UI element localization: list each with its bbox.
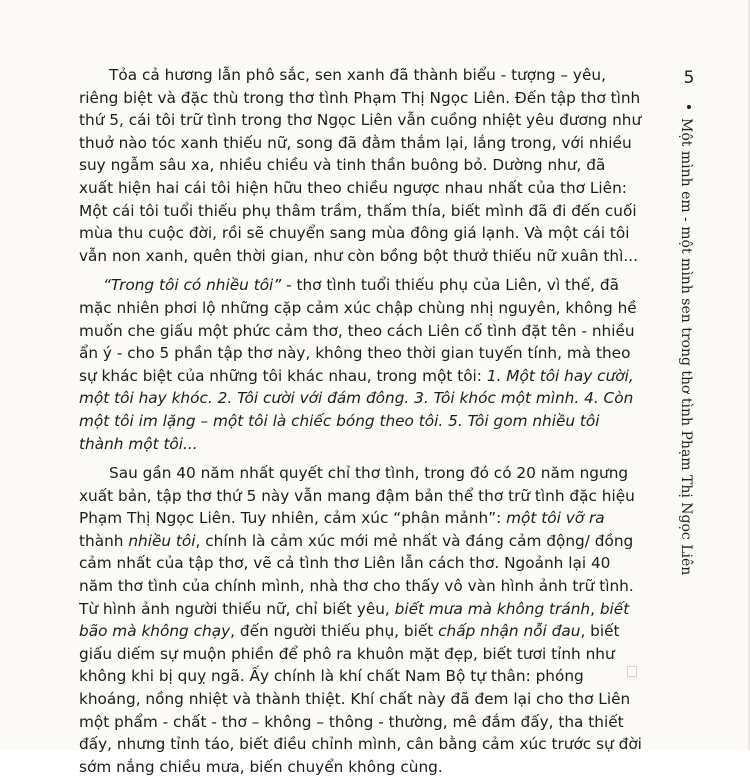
paragraph-3-part-6: , biết giấu diếm sự muộn phiền để phô ra khuôn mặt đẹp, biết tươi tỉnh như không khi bị quỵ ngã. Ấy chính là khí chất Nam Bộ tự thân: phóng khoáng, nồng nhiệt và thành thiệt. Khí chất này đã đem lại cho thơ Liên một phẩm - chất - thơ – không – thông - thường, mê đắm đấy, tha thiết đấy, nhưng tỉnh táo, biết điều chỉnh mình, cân bằng cảm xúc trước sự đời sớm nắng chiều mưa, biến chuyển không cùng.	[79, 622, 642, 776]
paragraph-3-part-1: Sau gần 40 năm nhất quyết chỉ thơ tình, trong đó có 20 năm ngưng xuất bản, tập thơ thứ 5 này vẫn mang đậm bản thể thơ trữ tình đặc hiệu Phạm Thị Ngọc Liên. Tuy nhiên, cảm xúc “phân mảnh”:	[79, 464, 635, 528]
paragraph-3-italic-3: biết mưa mà không tránh	[394, 599, 591, 618]
paragraph-3-italic-2: nhiều tôi	[128, 531, 196, 550]
paragraph-2-quote: “Trong tôi có nhiều tôi”	[103, 276, 282, 295]
paragraph-1: Tỏa cả hương lẫn phô sắc, sen xanh đã thành biểu - tượng – yêu, riêng biệt và đặc thù trong thơ tình Phạm Thị Ngọc Liên. Đến tập thơ tình thứ 5, cái tôi trữ tình trong thơ Ngọc Liên vẫn cuồng nhiệt yêu đương như thuở nào tóc xanh thiếu nữ, song đã đằm thắm lại, lắng trong, với nhiều suy ngẫm sâu xa, nhiều chiều và tinh thần buông bỏ. Dường như, đã xuất hiện hai cái tôi hiện hữu theo chiều ngược nhau nhất của thơ Liên: Một cái tôi tuổi thiếu phụ thâm trầm, thấm thía, biết mình đã đi đến cuối mùa thu cuộc đời, rồi sẽ chuyển sang mùa đông giá lạnh. Và một cái tôi vẫn non xanh, quên thời gian, như còn bồng bột thưở thiếu nữ xuân thì...	[79, 66, 642, 265]
paragraph-3-part-2: thành	[79, 531, 129, 550]
paragraph-3	[79, 462, 644, 778]
page-corner-mark	[627, 666, 637, 677]
paragraph-3-italic-5: chấp nhận nỗi đau	[438, 622, 581, 641]
paragraph-2	[79, 274, 644, 455]
page-number: 5	[683, 68, 695, 88]
paragraph-3-italic-4: biết bão mà không chạy	[79, 599, 630, 641]
paragraph-2-sections: 1. Một tôi hay cười, một tôi hay khóc. 2. Tôi cười với đám đông. 3. Tôi khóc một mình. 4. Còn một tôi im lặng – một tôi là chiếc bóng theo tôi. 5. Tôi gom nhiều tôi thành một tôi...	[79, 366, 634, 453]
main-text	[79, 64, 644, 778]
running-header-title: Một mình em - một mình sen trong thơ tình Phạm Thị Ngọc Liên	[678, 118, 694, 576]
paragraph-3-part-3: , chính là cảm xúc mới mẻ nhất và đáng cảm động/ đồng cảm nhất của tập thơ, vẽ cả tình thơ Liên lẫn cách thơ. Ngoảnh lại 40 năm thơ tình của chính mình, nhà thơ cho thấy vô vàn hình ảnh trữ tình. Từ hình ảnh người thiếu nữ, chỉ biết yêu,	[79, 531, 634, 618]
separator-dot	[687, 105, 691, 109]
paragraph-3-part-5: , đến người thiếu phụ, biết	[230, 622, 439, 641]
side-running-header	[669, 66, 703, 666]
paragraph-3-italic-1: một tôi vỡ ra	[506, 509, 605, 528]
paragraph-2-body: - thơ tình tuổi thiếu phụ của Liên, vì thế, đã mặc nhiên phơi lộ những cặp cảm xúc chập chùng nhị nguyên, không hề muốn che giấu một phức cảm thơ, theo cách Liên cố tình đặt tên - nhiều ẩn ý - cho 5 phần tập thơ này, không theo thời gian tuyến tính, mà theo sự khác biệt của những tôi khác nhau, trong một tôi:	[79, 276, 637, 385]
paragraph-3-part-4: ,	[590, 599, 600, 618]
